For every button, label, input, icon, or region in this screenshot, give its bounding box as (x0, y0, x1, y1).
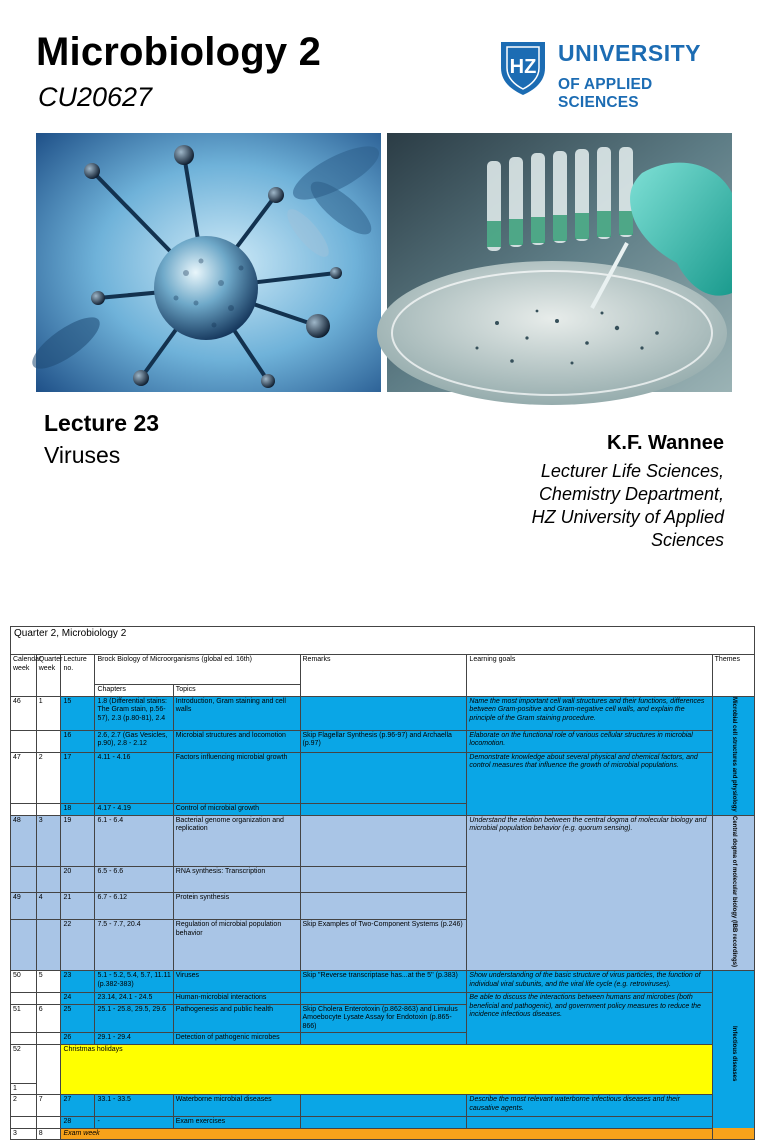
virus-illustration (36, 133, 381, 392)
cell-quarter-week: 3 (36, 815, 61, 866)
cell-lecture-no: 28 (61, 1117, 95, 1129)
cell-topic: Microbial structures and locomotion (173, 730, 300, 752)
header-book: Brock Biology of Microorganisms (global ed. 16th) (95, 655, 300, 685)
cell-topic: Pathogenesis and public health (173, 1004, 300, 1033)
schedule-table (10, 626, 755, 1140)
cell-lecture-no: 27 (61, 1095, 95, 1117)
header-learning-goals: Learning goals (467, 655, 712, 697)
cell-quarter-week (36, 866, 61, 893)
cell-quarter-week (36, 730, 61, 752)
cell-remarks: Skip Examples of Two-Component Systems (p.246) (300, 920, 467, 971)
cell-lecture-no: 15 (61, 696, 95, 730)
cell-topic: Introduction, Gram staining and cell walls (173, 696, 300, 730)
cell-calendar-week (11, 730, 37, 752)
cell-lecture-no: 16 (61, 730, 95, 752)
lecture-subject: Viruses (44, 442, 121, 468)
cell-learning-goal: Describe the most relevant waterborne infectious diseases and their causative agents. (467, 1095, 712, 1117)
theme-label: Central dogma of molecular biology (IBB recordings) (730, 815, 737, 967)
cell-lecture-no: 17 (61, 752, 95, 804)
hz-shield-icon (498, 38, 548, 96)
cell-remarks (300, 804, 467, 816)
cell-chapters: 4.17 - 4.19 (95, 804, 173, 816)
cell-chapters: 25.1 - 25.8, 29.5, 29.6 (95, 1004, 173, 1033)
cell-chapters: 5.1 - 5.2, 5.4, 5.7, 11.11 (p.382-383) (95, 971, 173, 993)
theme-label: Infectious diseases (730, 1025, 737, 1082)
cell-remarks (300, 1117, 467, 1129)
cell-quarter-week: 4 (36, 893, 61, 920)
cell-remarks (300, 815, 467, 866)
cell-chapters: 6.1 - 6.4 (95, 815, 173, 866)
cell-remarks (300, 893, 467, 920)
cell-chapters: 33.1 - 33.5 (95, 1095, 173, 1117)
cell-quarter-week: 1 (36, 696, 61, 730)
logo-text-line2: OF APPLIED SCIENCES (558, 76, 653, 111)
cell-quarter-week (36, 993, 61, 1005)
cell-calendar-week: 47 (11, 752, 37, 804)
exam-week-cell: Exam week (61, 1128, 755, 1140)
cell-lecture-no: 22 (61, 920, 95, 971)
cell-quarter-week: 5 (36, 971, 61, 993)
cell-learning-goal: Name the most important cell wall structures and their functions, differences between Gram-positive and Gram-negative cell walls, and explain the principle of the Gram staining procedure. (467, 696, 712, 730)
cell-quarter-week (36, 1044, 61, 1095)
cell-learning-goal: Elaborate on the functional role of various cellular structures in microbial locomotion. (467, 730, 712, 752)
header-lecture-no: Lecture no. (61, 655, 95, 697)
cell-lecture-no: 26 (61, 1033, 95, 1045)
lecturer-name: K.F. Wannee (606, 432, 724, 454)
cell-topic: Regulation of microbial population behavior (173, 920, 300, 971)
cell-remarks: Skip Cholera Enterotoxin (p.862-863) and Limulus Amoebocyte Lysate Assay for Endotoxin (p.865-866) (300, 1004, 467, 1033)
header-calendar-week: Calendar week (11, 655, 37, 697)
course-code: CU20627 (38, 82, 153, 112)
cell-quarter-week (36, 804, 61, 816)
cell-chapters: 4.11 - 4.16 (95, 752, 173, 804)
cell-calendar-week: 46 (11, 696, 37, 730)
cell-lecture-no: 24 (61, 993, 95, 1005)
cell-calendar-week: 1 (11, 1083, 37, 1095)
logo-mark: HZ (509, 56, 537, 78)
cell-quarter-week: 8 (36, 1128, 61, 1140)
cell-learning-goal (467, 1117, 712, 1129)
cell-quarter-week: 2 (36, 752, 61, 804)
cell-chapters: 6.5 - 6.6 (95, 866, 173, 893)
cell-lecture-no: 19 (61, 815, 95, 866)
theme-cell (712, 815, 754, 971)
cell-lecture-no: 18 (61, 804, 95, 816)
lab-petri-dish-illustration (387, 133, 732, 392)
cell-learning-goal: Be able to discuss the interactions between humans and microbes (both beneficial and pathogenic), and government policy measures to reduce the incidence infectious diseases. (467, 993, 712, 1045)
cell-chapters: 1.8 (Differential stains: The Gram stain, p.56-57), 2.3 (p.80-81), 2.4 (95, 696, 173, 730)
header-remarks: Remarks (300, 655, 467, 697)
theme-cell (712, 971, 754, 1140)
cell-calendar-week (11, 993, 37, 1005)
header-chapters: Chapters (95, 685, 173, 697)
cell-chapters: 2.6, 2.7 (Gas Vesicles, p.90), 2.8 - 2.12 (95, 730, 173, 752)
slide-title: Microbiology 2 (36, 30, 322, 74)
cell-quarter-week (36, 920, 61, 971)
cell-calendar-week (11, 1033, 37, 1045)
university-logo (498, 38, 730, 111)
cell-learning-goal: Show understanding of the basic structure of virus particles, the function of individual viral subunits, and the viral life cycle (e.g. retroviruses). (467, 971, 712, 993)
cell-topic: Control of microbial growth (173, 804, 300, 816)
schedule-caption: Quarter 2, Microbiology 2 (11, 627, 755, 655)
cell-remarks (300, 1095, 467, 1117)
cell-topic: RNA synthesis: Transcription (173, 866, 300, 893)
cell-remarks (300, 1033, 467, 1045)
cell-topic: Exam exercises (173, 1117, 300, 1129)
lecturer-block (404, 432, 724, 552)
cell-remarks (300, 993, 467, 1005)
cell-topic: Viruses (173, 971, 300, 993)
cell-topic: Factors influencing microbial growth (173, 752, 300, 804)
cell-calendar-week: 52 (11, 1044, 37, 1083)
header-themes: Themes (712, 655, 754, 697)
cell-quarter-week (36, 1033, 61, 1045)
cell-quarter-week: 7 (36, 1095, 61, 1117)
theme-label: Microbial cell structures and physiology (730, 696, 737, 812)
cell-remarks (300, 752, 467, 804)
cell-topic: Bacterial genome organization and replication (173, 815, 300, 866)
cell-chapters: 29.1 - 29.4 (95, 1033, 173, 1045)
cell-calendar-week: 51 (11, 1004, 37, 1033)
cell-remarks (300, 696, 467, 730)
lecturer-role-line: HZ University of Applied (531, 507, 724, 527)
lecture-number: Lecture 23 (44, 410, 160, 436)
cell-remarks: Skip Flagellar Synthesis (p.96-97) and Archaella (p.97) (300, 730, 467, 752)
cell-learning-goal: Demonstrate knowledge about several physical and chemical factors, and control measures that influence the growth of microbial populations. (467, 752, 712, 815)
cell-topic: Waterborne microbial diseases (173, 1095, 300, 1117)
cell-calendar-week: 48 (11, 815, 37, 866)
cell-topic: Human-microbial interactions (173, 993, 300, 1005)
cell-lecture-no: 25 (61, 1004, 95, 1033)
cell-remarks: Skip "Reverse transcriptase has...at the 5'' (p.383) (300, 971, 467, 993)
cell-quarter-week: 6 (36, 1004, 61, 1033)
cell-chapters: - (95, 1117, 173, 1129)
theme-cell (712, 696, 754, 815)
cell-calendar-week (11, 920, 37, 971)
cell-lecture-no: 20 (61, 866, 95, 893)
cell-lecture-no: 21 (61, 893, 95, 920)
cell-calendar-week (11, 866, 37, 893)
lecturer-role-line: Sciences (650, 530, 724, 550)
cell-calendar-week: 50 (11, 971, 37, 993)
header-quarter-week: Quarter week (36, 655, 61, 697)
christmas-holidays-cell: Christmas holidays (61, 1044, 712, 1095)
cell-calendar-week: 3 (11, 1128, 37, 1140)
cell-calendar-week (11, 804, 37, 816)
lecturer-role-line: Lecturer Life Sciences, (540, 461, 724, 481)
cell-chapters: 7.5 - 7.7, 20.4 (95, 920, 173, 971)
cell-chapters: 6.7 - 6.12 (95, 893, 173, 920)
logo-text-line1: UNIVERSITY (558, 40, 702, 66)
cell-calendar-week (11, 1117, 37, 1129)
cell-topic: Detection of pathogenic microbes (173, 1033, 300, 1045)
lecturer-role-line: Chemistry Department, (538, 484, 724, 504)
cell-remarks (300, 866, 467, 893)
cell-topic: Protein synthesis (173, 893, 300, 920)
header-topics: Topics (173, 685, 300, 697)
cell-calendar-week: 49 (11, 893, 37, 920)
cell-chapters: 23.14, 24.1 - 24.5 (95, 993, 173, 1005)
cell-quarter-week (36, 1117, 61, 1129)
cell-calendar-week: 2 (11, 1095, 37, 1117)
cell-lecture-no: 23 (61, 971, 95, 993)
cell-learning-goal: Understand the relation between the central dogma of molecular biology and microbial population behavior (e.g. quorum sensing). (467, 815, 712, 971)
